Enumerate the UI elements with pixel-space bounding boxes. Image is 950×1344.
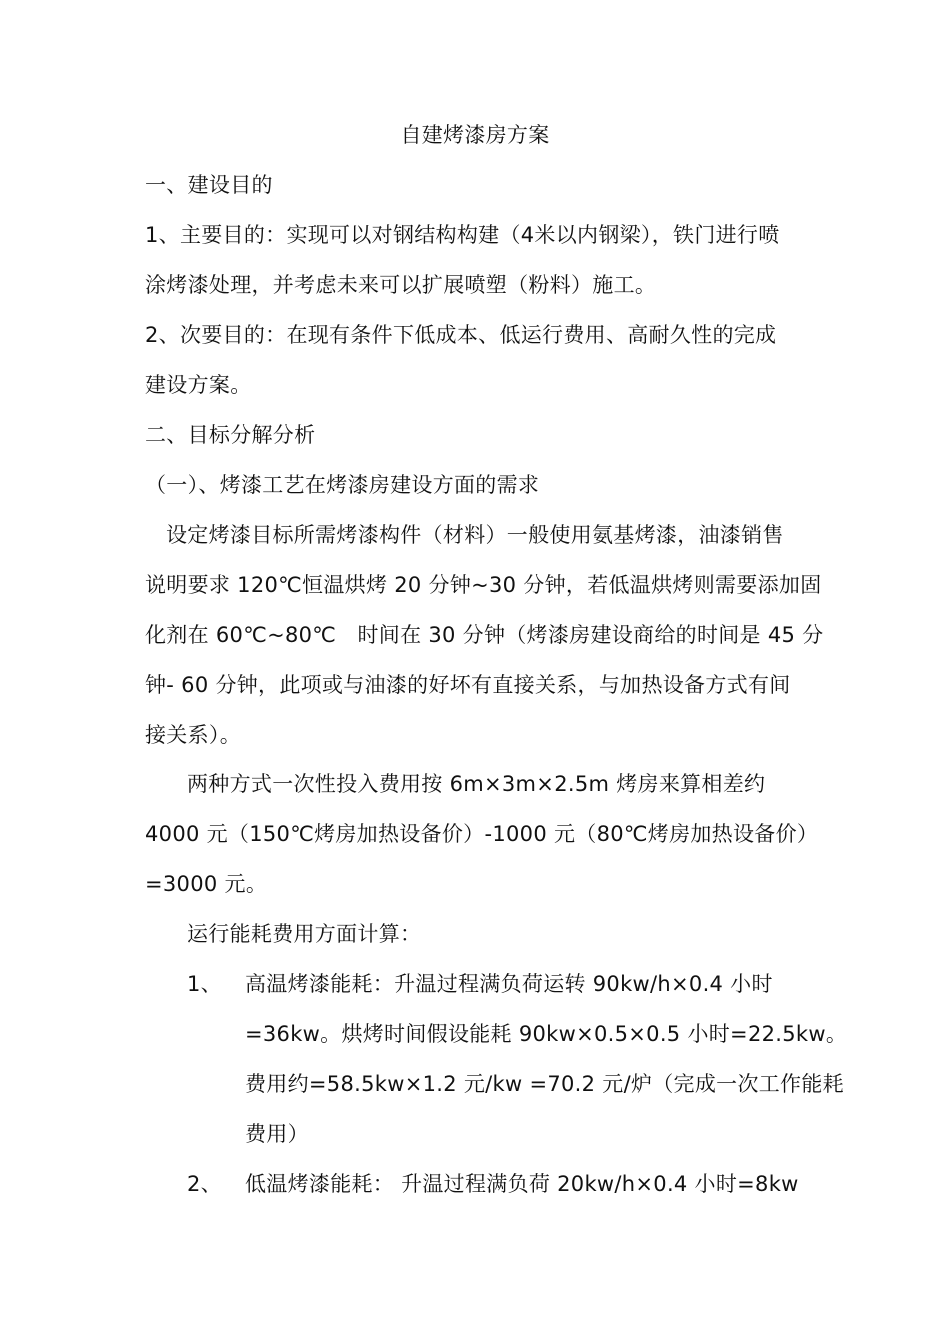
paragraph-line: 4000 元（150℃烤房加热设备价）-1000 元（80℃烤房加热设备价）	[145, 822, 819, 846]
paragraph-line: 说明要求 120℃恒温烘烤 20 分钟~30 分钟，若低温烘烤则需要添加固	[145, 573, 822, 597]
paragraph-line: 运行能耗费用方面计算：	[187, 922, 422, 946]
section-heading-goals: 一、建设目的	[145, 173, 273, 197]
list-item-line: 费用）	[245, 1122, 309, 1146]
list-item-line: 低温烤漆能耗： 升温过程满负荷 20kw/h×0.4 小时=8kw	[245, 1172, 799, 1196]
document-title: 自建烤漆房方案	[400, 123, 550, 147]
paragraph-line: 化剂在 60℃~80℃ 时间在 30 分钟（烤漆房建设商给的时间是 45 分	[145, 623, 824, 647]
paragraph-line: 涂烤漆处理，并考虑未来可以扩展喷塑（粉料）施工。	[145, 273, 657, 297]
paragraph-line: 两种方式一次性投入费用按 6m×3m×2.5m 烤房来算相差约	[187, 772, 766, 796]
list-item-number: 2、	[187, 1172, 222, 1196]
paragraph-line: 1、主要目的：实现可以对钢结构构建（4米以内钢梁），铁门进行喷	[145, 223, 780, 247]
list-item-line: 费用约=58.5kw×1.2 元/kw =70.2 元/炉（完成一次工作能耗	[245, 1072, 844, 1096]
subsection-heading: （一）、烤漆工艺在烤漆房建设方面的需求	[145, 473, 540, 497]
paragraph-line: 2、次要目的：在现有条件下低成本、低运行费用、高耐久性的完成	[145, 323, 777, 347]
paragraph-line: 接关系）。	[145, 723, 241, 747]
section-heading-analysis: 二、目标分解分析	[145, 423, 316, 447]
paragraph-line: 设定烤漆目标所需烤漆构件（材料）一般使用氨基烤漆，油漆销售	[166, 523, 784, 547]
paragraph-line: 钟- 60 分钟，此项或与油漆的好坏有直接关系，与加热设备方式有间	[145, 673, 791, 697]
list-item-line: =36kw。烘烤时间假设能耗 90kw×0.5×0.5 小时=22.5kw。	[245, 1022, 848, 1046]
paragraph-line: 建设方案。	[145, 373, 252, 397]
list-item-line: 高温烤漆能耗：升温过程满负荷运转 90kw/h×0.4 小时	[245, 972, 773, 996]
list-item-number: 1、	[187, 972, 222, 996]
paragraph-line: =3000 元。	[145, 872, 268, 896]
